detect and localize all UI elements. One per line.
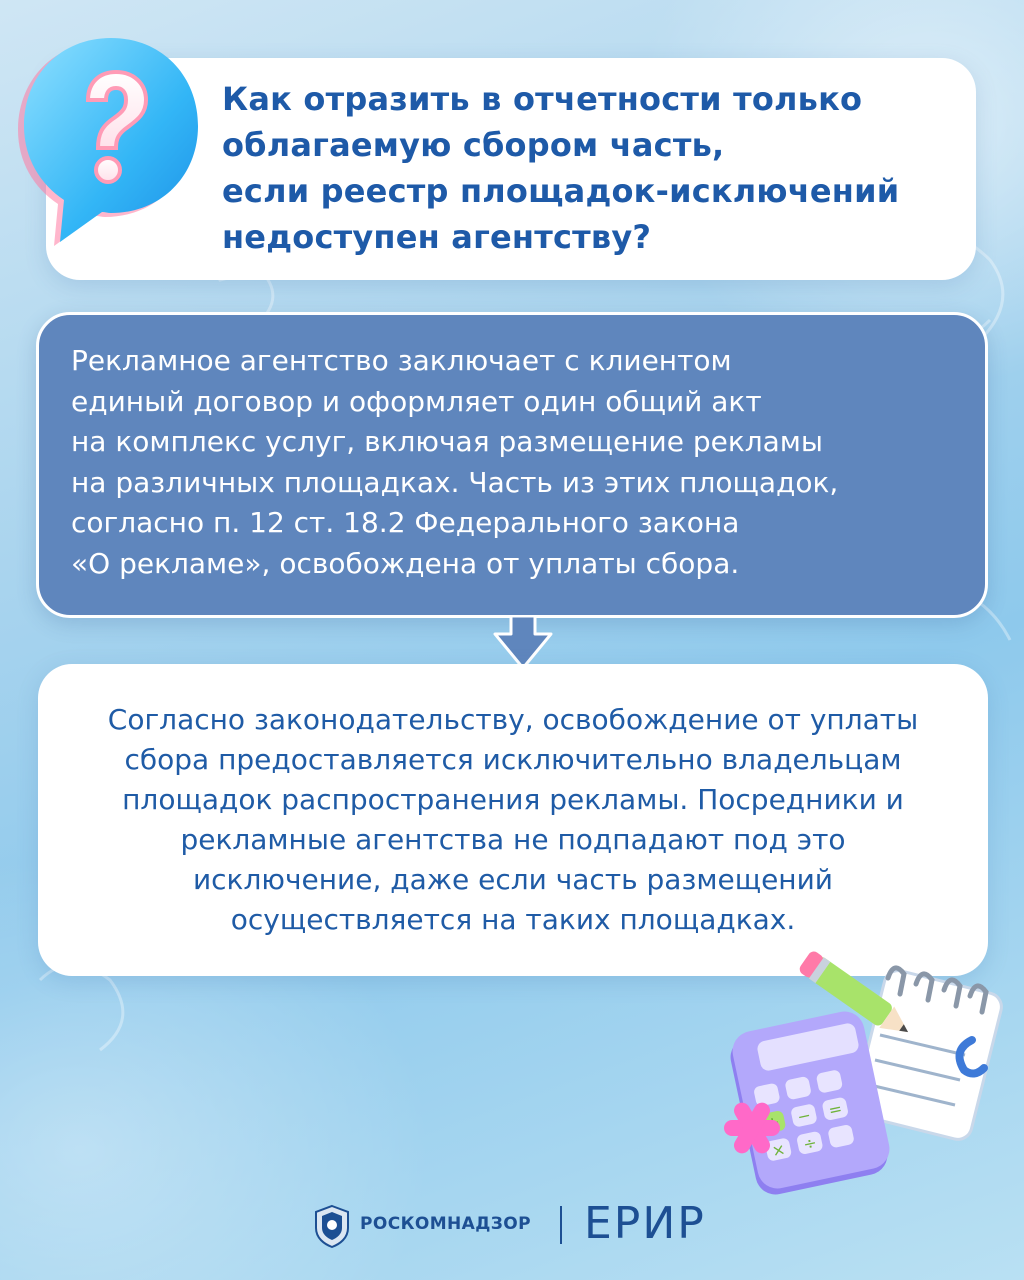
answer-card: [38, 664, 988, 976]
roskomnadzor-label: РОСКОМНАДЗОР: [360, 1214, 531, 1234]
answer-text: Согласно законодательству, освобождение от уплаты сбора предоставляется исключительно владельцам площадок распространения рекламы. Посредники и рекламные агентства не подпадают под это исключение, даже если часть размещений осуществляется на таких площадках.: [107, 703, 919, 936]
footer-divider: [560, 1206, 562, 1244]
roskomnadzor-emblem-icon: [312, 1204, 352, 1248]
calculator-notepad-illustration: [720, 940, 1020, 1200]
svg-text:−: −: [795, 1105, 813, 1127]
svg-text:=: =: [826, 1098, 844, 1120]
question-mark-bubble-icon: [18, 30, 204, 260]
situation-card: [36, 312, 988, 618]
calculator-icon: [727, 1008, 893, 1198]
situation-text: Рекламное агентство заключает с клиентом единый договор и оформляет один общий акт на комплекс услуг, включая размещение рекламы на различных площадках. Часть из этих площадок, согласно п. 12 ст. 18.2 Федерального закона «О рекламе», освобождена от уплаты сбора.: [71, 344, 839, 580]
question-title: Как отразить в отчетности только облагаемую сбором часть, если реестр площадок-исключений недоступен агентству?: [222, 80, 900, 256]
footer: [0, 1196, 1024, 1256]
erir-logo: ЕРИР: [584, 1198, 706, 1249]
svg-text:÷: ÷: [801, 1132, 819, 1155]
svg-text:×: ×: [770, 1139, 788, 1161]
